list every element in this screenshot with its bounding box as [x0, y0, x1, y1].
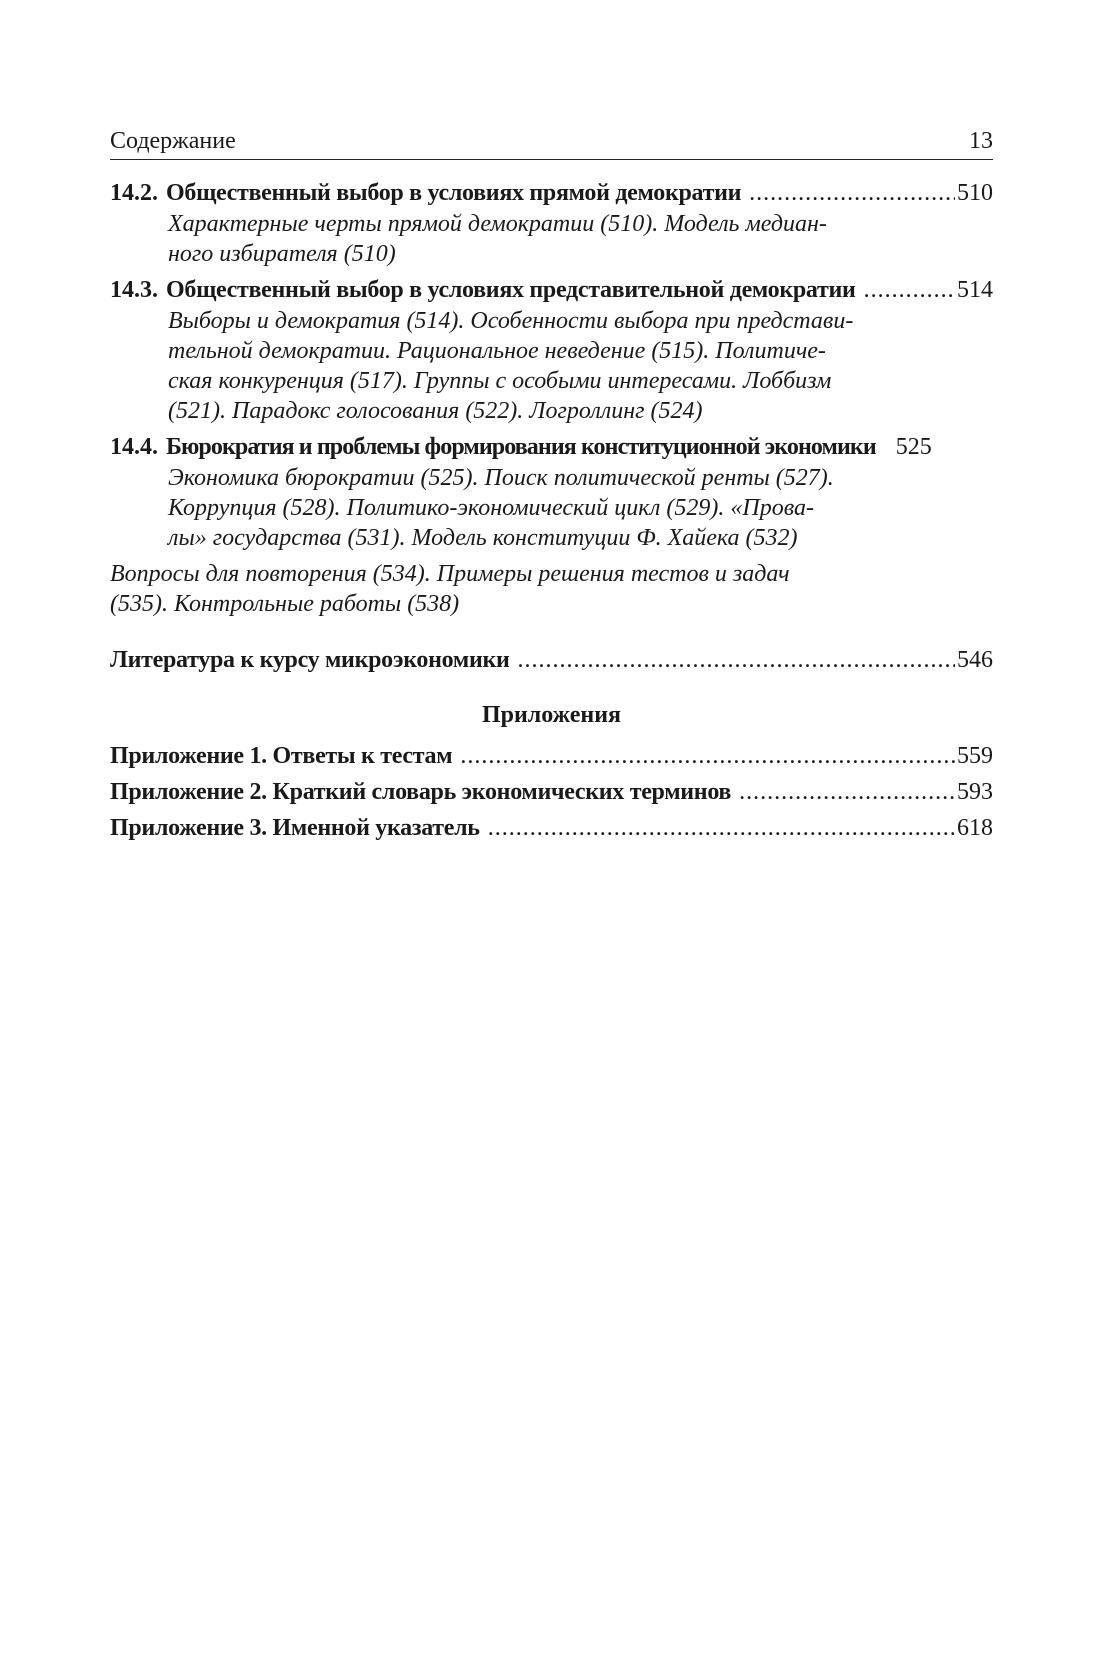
running-head [110, 126, 993, 160]
dot-leader [460, 738, 955, 774]
section-number: 14.3. [110, 277, 158, 303]
appendix-title: Приложение 2. Краткий словарь экономических терминов [110, 779, 732, 805]
toc-section-14-3 [110, 275, 993, 426]
dot-leader [739, 774, 955, 810]
table-of-contents [110, 178, 993, 846]
subtopic-line: Экономика бюрократии (525). Поиск политической ренты (527). [168, 465, 834, 491]
toc-entry[interactable] [110, 178, 993, 209]
section-title: Общественный выбор в условиях прямой демократии [166, 180, 742, 206]
subtopic-line: лы» государства (531). Модель конституции Ф. Хайека (532) [168, 525, 798, 551]
appendix-title: Приложение 1. Ответы к тестам [110, 743, 453, 769]
toc-entry[interactable] [110, 774, 993, 810]
document-page [110, 126, 993, 846]
appendix-page: 559 [957, 743, 993, 769]
appendices-list [110, 738, 993, 846]
review-line: (535). Контрольные работы (538) [110, 591, 460, 617]
section-number: 14.2. [110, 180, 158, 206]
section-number: 14.4. [110, 434, 158, 460]
section-page: 525 [895, 434, 932, 460]
literature-page: 546 [957, 647, 993, 673]
subtopic-line: Коррупция (528). Политико-экономический цикл (529). «Прова- [168, 495, 814, 521]
subtopic-line: Характерные черты прямой демократии (510). Модель медиан- [168, 211, 827, 237]
toc-entry[interactable] [110, 810, 993, 846]
dot-leader [864, 275, 955, 306]
subtopic-line: ного избирателя (510) [168, 241, 396, 267]
toc-entry[interactable] [110, 738, 993, 774]
toc-literature [110, 645, 993, 676]
subtopic-line: Выборы и демократия (514). Особенности выбора при представи- [168, 308, 854, 334]
appendix-page: 618 [957, 815, 993, 841]
dot-leader [749, 178, 955, 209]
subtopic-line: тельной демократии. Рациональное неведение (515). Политиче- [168, 338, 826, 364]
toc-section-14-2 [110, 178, 993, 269]
appendix-page: 593 [957, 779, 993, 805]
running-head-page-number: 13 [969, 128, 993, 154]
subtopics [110, 463, 993, 553]
subtopics [110, 306, 993, 426]
literature-title: Литература к курсу микроэкономики [110, 647, 510, 673]
subtopics [110, 209, 993, 269]
dot-leader [518, 645, 955, 676]
appendix-title: Приложение 3. Именной указатель [110, 815, 480, 841]
toc-entry[interactable] [110, 275, 993, 306]
toc-entry[interactable] [110, 645, 993, 676]
section-page: 514 [957, 277, 993, 303]
appendices-heading: Приложения [481, 702, 622, 728]
subtopic-line: (521). Парадокс голосования (522). Логроллинг (524) [168, 398, 703, 424]
running-head-title: Содержание [110, 128, 236, 154]
section-page: 510 [957, 180, 993, 206]
toc-entry[interactable] [110, 432, 993, 463]
subtopic-line: ская конкуренция (517). Группы с особыми интересами. Лоббизм [168, 368, 832, 394]
review-questions [110, 559, 993, 619]
toc-section-14-4 [110, 432, 993, 553]
dot-leader [488, 810, 955, 846]
review-line: Вопросы для повторения (534). Примеры решения тестов и задач [110, 561, 790, 587]
section-title: Общественный выбор в условиях представительной демократии [166, 277, 856, 303]
section-title: Бюрократия и проблемы формирования конституционной экономики [166, 434, 876, 460]
